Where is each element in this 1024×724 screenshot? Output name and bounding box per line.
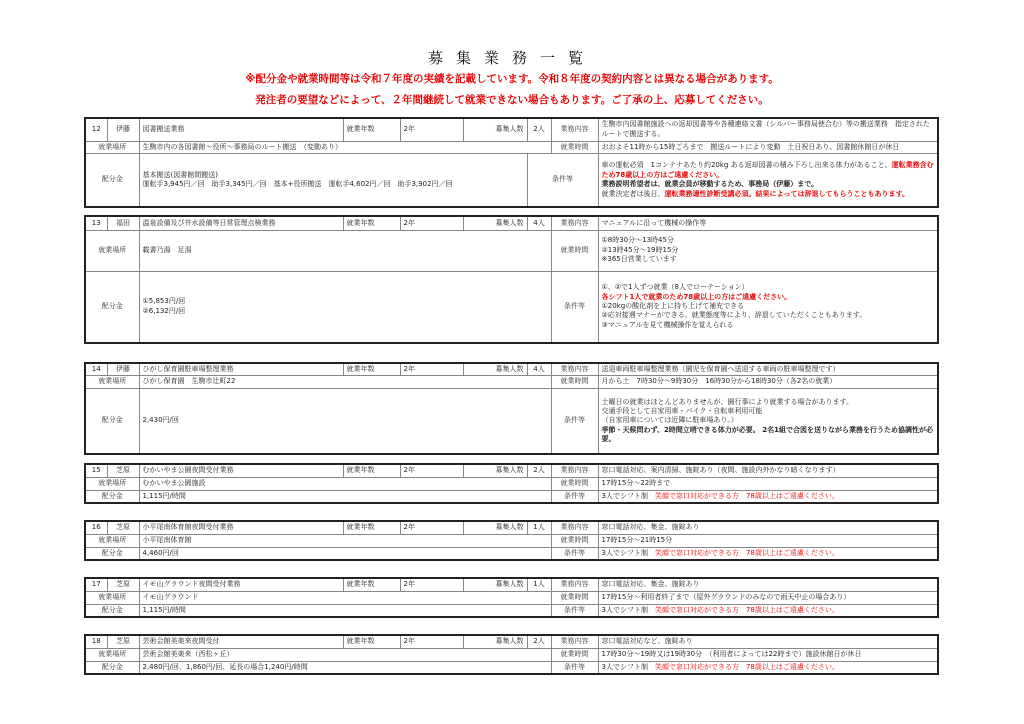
job-count: 2人	[527, 635, 551, 648]
recruits-label: 募集人数	[463, 578, 527, 591]
job-conditions	[598, 388, 938, 454]
cond-text: ①20kgの酸化剤を上に持ち上げて補充できる	[601, 302, 745, 311]
cond-text: ③マニュアルを見て機械操作を覚えられる	[601, 320, 734, 329]
content-label: 業務内容	[551, 118, 598, 141]
job-pay: 2,480円/回、1,860円/回、延長の場合1,240円/時間	[139, 661, 551, 674]
job-count: 2人	[527, 464, 551, 477]
job-name: むかいやま公園夜間受付業務	[139, 464, 343, 477]
time-line: ※365日営業しています	[601, 255, 677, 264]
job-number: 17	[85, 578, 107, 591]
job-staff: 芝原	[107, 578, 139, 591]
pay-line: ①5,853円/回	[142, 297, 186, 306]
content-label: 業務内容	[551, 635, 598, 648]
job-count: 1人	[527, 521, 551, 534]
job-name: 図書搬送業務	[139, 118, 343, 141]
job-years: 2年	[400, 216, 463, 230]
job-content: 生駒市内図書館施設への返却図書等や各種連絡文書（シルバー事務局使合む）等の搬送業務 指定されたルートで搬送する。	[598, 118, 938, 141]
cond-text: 交通手段として自家用車・バイク・自転車利用可能	[601, 406, 763, 415]
place-label: 就業場所	[85, 477, 139, 490]
job-place: 芸術会館美楽来（西松ヶ丘）	[139, 648, 551, 661]
notice-line-2: 発注者の要望などによって、２年間継続して就業できない場合もあります。ご了承の上、応募してください。	[255, 94, 769, 106]
time-label: 就業時間	[551, 230, 598, 271]
job-count: 4人	[527, 363, 551, 376]
time-label: 就業時間	[551, 648, 598, 661]
pay-label: 配分金	[85, 604, 139, 617]
cond-text: ②応対接遇マナーができる。就業態度等により、辞退していただくこともあります。	[601, 311, 867, 320]
cond-warning: 笑顔で窓口対応ができる方 78歳以上はご遠慮ください。	[654, 662, 839, 671]
job-years: 2年	[400, 578, 463, 591]
pay-label: 配分金	[85, 547, 139, 560]
cond-warning: 運転業務含むため78歳以上の方はご遠慮ください。	[601, 161, 934, 179]
pay-label: 配分金	[85, 661, 139, 674]
job-number: 16	[85, 521, 107, 534]
cond-warning: 運転業務適性診断受講必須。結果によっては辞退してもらうこともあります。	[664, 189, 909, 198]
content-label: 業務内容	[551, 578, 598, 591]
cond-label: 条件等	[551, 547, 598, 560]
years-label: 就業年数	[343, 464, 400, 477]
job-time: おおよそ11時から15時ごろまで 搬送ルートにより変動 土日祝日あり、図書館休館日が休日	[598, 141, 938, 153]
job-staff: 伊藤	[107, 363, 139, 376]
cond-label: 条件等	[527, 153, 598, 207]
job-table-13	[84, 215, 939, 344]
pay-line: 基本搬送(図書館間搬送)	[142, 170, 218, 179]
job-place: むかいやま公園施設	[139, 477, 551, 490]
job-number: 18	[85, 635, 107, 648]
page-title: 募集業務一覧	[427, 49, 596, 67]
content-label: 業務内容	[551, 464, 598, 477]
job-place: 載書乃湯 足湯	[139, 230, 551, 271]
recruits-label: 募集人数	[463, 464, 527, 477]
pay-label: 配分金	[85, 490, 139, 503]
job-pay: 1,115円/時間	[139, 604, 551, 617]
job-time: 17時15分～21時15分	[598, 534, 938, 547]
job-number: 12	[85, 118, 107, 141]
job-name: 芸術会館美楽来夜間受付	[139, 635, 343, 648]
cond-label: 条件等	[551, 271, 598, 343]
job-time: 月から土 7時30分～9時30分 16時30分から18時30分（各2名の就業）	[598, 376, 938, 388]
cond-text: 3人でシフト制	[601, 662, 648, 671]
notice-line-1: ※配分金や就業時間等は令和７年度の実績を記載しています。令和８年度の契約内容とは異なる場合があります。	[245, 73, 779, 85]
job-place: ひがし保育園 生駒市辻町22	[139, 376, 551, 388]
cond-warning: 笑顔で窓口対応ができる方 78歳以上はご遠慮ください。	[654, 491, 839, 500]
job-conditions	[598, 153, 938, 207]
job-staff: 芝原	[107, 635, 139, 648]
place-label: 就業場所	[85, 648, 139, 661]
job-pay	[139, 153, 527, 207]
job-number: 14	[85, 363, 107, 376]
job-count: 2人	[527, 118, 551, 141]
pay-line: 運転手3,945円／回 助手3,345円／回 基本+役所搬送 運転手4,602円／回 助手3,902円／回	[142, 180, 453, 189]
recruits-label: 募集人数	[463, 521, 527, 534]
job-name: 温泉設備及び井水設備等日常管理点検業務	[139, 216, 343, 230]
job-table-12	[84, 117, 939, 208]
place-label: 就業場所	[85, 376, 139, 388]
cond-warning: 笑顔で窓口対応ができる方 78歳以上はご遠慮ください。	[654, 605, 839, 614]
job-conditions	[598, 604, 938, 617]
job-place: イモ山グラウンド	[139, 591, 551, 604]
cond-text: 業務説明希望者は、就業会員が移動するため、事務局（伊藤）まで。	[601, 180, 819, 189]
job-conditions	[598, 490, 938, 503]
job-name: ひがし保育園駐車場整理業務	[139, 363, 343, 376]
job-years: 2年	[400, 521, 463, 534]
job-content: 窓口電話対応、集金、施錠あり	[598, 578, 938, 591]
job-years: 2年	[400, 363, 463, 376]
content-label: 業務内容	[551, 363, 598, 376]
job-content: 窓口電話対応など、施錠あり	[598, 635, 938, 648]
job-years: 2年	[400, 118, 463, 141]
pay-line: ②6,132円/回	[142, 306, 186, 315]
recruits-label: 募集人数	[463, 635, 527, 648]
job-content: 窓口電話対応、案内清掃、施錠あり（夜間、施設内外かなり暗くなります）	[598, 464, 938, 477]
pay-label: 配分金	[85, 388, 139, 454]
cond-text: 季節・天候問わず、2時間立哨できる体力が必要。 2名1組で合図を送りながら業務を行うため協調性が必要。	[601, 425, 933, 444]
place-label: 就業場所	[85, 141, 139, 153]
place-label: 就業場所	[85, 591, 139, 604]
content-label: 業務内容	[551, 521, 598, 534]
job-content: 送迎車両駐車場整理業務（園児を保育園へ送迎する車両の駐車場整理です）	[598, 363, 938, 376]
cond-label: 条件等	[551, 661, 598, 674]
recruits-label: 募集人数	[463, 216, 527, 230]
time-label: 就業時間	[551, 141, 598, 153]
job-table-18	[84, 634, 939, 675]
years-label: 就業年数	[343, 578, 400, 591]
pay-label: 配分金	[85, 153, 139, 207]
place-label: 就業場所	[85, 534, 139, 547]
job-table-15	[84, 463, 939, 504]
cond-text: 3人でシフト制	[601, 605, 648, 614]
job-pay: 4,460円/回	[139, 547, 551, 560]
cond-label: 条件等	[551, 604, 598, 617]
job-count: 4人	[527, 216, 551, 230]
time-label: 就業時間	[551, 591, 598, 604]
time-label: 就業時間	[551, 477, 598, 490]
years-label: 就業年数	[343, 635, 400, 648]
content-label: 業務内容	[551, 216, 598, 230]
job-time: 17時15分～22時まで	[598, 477, 938, 490]
job-place: 小平尾南体育館	[139, 534, 551, 547]
years-label: 就業年数	[343, 118, 400, 141]
cond-warning: 各シフト1人で就業のため78歳以上の方はご遠慮ください。	[601, 292, 792, 301]
job-staff: 芝原	[107, 521, 139, 534]
job-place: 生駒市内の各図書館～役所～事務局のルート搬送 （変動あり）	[139, 141, 551, 153]
cond-text: 就業決定者は後日、	[601, 189, 665, 198]
job-count: 1人	[527, 578, 551, 591]
cond-warning: 笑顔で窓口対応ができる方 78歳以上はご遠慮ください。	[654, 548, 839, 557]
years-label: 就業年数	[343, 216, 400, 230]
job-time: 17時15分～利用者終了まで（屋外グラウンドのみなので雨天中止の場合あり）	[598, 591, 938, 604]
cond-label: 条件等	[551, 490, 598, 503]
job-number: 15	[85, 464, 107, 477]
cond-label: 条件等	[551, 388, 598, 454]
job-conditions	[598, 271, 938, 343]
job-pay	[139, 271, 551, 343]
job-time: 17時30分～19時又は19時30分 （利用者によっては22時まで）施設休館日が休日	[598, 648, 938, 661]
cond-text: （自家用車については近隣に駐車場あり。）	[601, 416, 738, 425]
cond-text: 3人でシフト制	[601, 491, 648, 500]
pay-label: 配分金	[85, 271, 139, 343]
place-label: 就業場所	[85, 230, 139, 271]
job-staff: 芝原	[107, 464, 139, 477]
years-label: 就業年数	[343, 521, 400, 534]
job-table-17	[84, 577, 939, 618]
job-staff: 伊藤	[107, 118, 139, 141]
time-label: 就業時間	[551, 534, 598, 547]
job-table-14	[84, 362, 939, 455]
job-number: 13	[85, 216, 107, 230]
job-content: マニュアルに沿って機械の操作等	[598, 216, 938, 230]
job-pay: 1,115円/時間	[139, 490, 551, 503]
years-label: 就業年数	[343, 363, 400, 376]
time-line: ①8時30分～13時45分	[601, 236, 674, 245]
time-label: 就業時間	[551, 376, 598, 388]
job-staff: 福田	[107, 216, 139, 230]
job-conditions	[598, 547, 938, 560]
cond-text: 車の運転必須 1コンテナあたり約20kg ある返却図書の積み下ろし出来る体力があること。	[601, 161, 892, 170]
recruits-label: 募集人数	[463, 118, 527, 141]
job-years: 2年	[400, 635, 463, 648]
job-table-16	[84, 520, 939, 561]
job-name: 小平尾南体育館夜間受付業務	[139, 521, 343, 534]
job-conditions	[598, 661, 938, 674]
cond-text: 土曜日の就業はほとんどありませんが、園行事により就業する場合があります。	[601, 397, 853, 406]
job-content: 窓口電話対応、集金、施錠あり	[598, 521, 938, 534]
recruits-label: 募集人数	[463, 363, 527, 376]
job-name: イモ山グラウンド夜間受付業務	[139, 578, 343, 591]
cond-text: ①、②で1人ずつ就業（8人でローテーション）	[601, 283, 749, 292]
time-line: ②13時45分～19時15分	[601, 245, 679, 254]
job-time	[598, 230, 938, 271]
job-years: 2年	[400, 464, 463, 477]
cond-text: 3人でシフト制	[601, 548, 648, 557]
job-pay: 2,430円/回	[139, 388, 551, 454]
